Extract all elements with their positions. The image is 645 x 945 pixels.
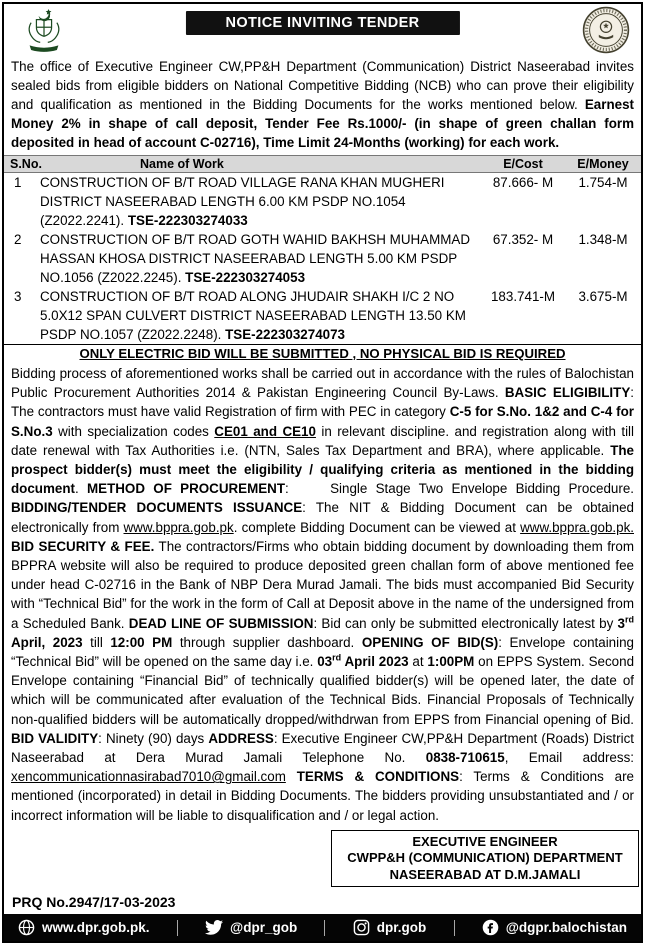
work-tse-number: TSE-222303274073: [225, 327, 345, 342]
footer-divider: [177, 920, 178, 936]
row-emoney: 1.348-M: [578, 232, 628, 247]
col-header-emoney: E/Money: [577, 157, 629, 171]
globe-icon: [18, 919, 35, 936]
col-header-name-of-work: Name of Work: [140, 157, 224, 171]
works-table-header: [4, 156, 641, 173]
signature-location: NASEERABAD AT D.M.JAMALI: [389, 866, 581, 882]
row-emoney: 1.754-M: [578, 175, 628, 190]
row-work-description: [40, 173, 481, 230]
footer-website: [18, 919, 150, 936]
row-ecost: 67.352- M: [492, 232, 554, 247]
prq-number: PRQ No.2947/17-03-2023: [12, 894, 176, 910]
work-tse-number: TSE-222303274033: [127, 213, 248, 228]
col-header-sno: S.No.: [10, 157, 42, 171]
table-row: [4, 230, 641, 287]
footer-facebook: [482, 919, 627, 936]
footer-twitter: [205, 920, 297, 935]
footer-twitter-label: @dpr_gob: [230, 920, 298, 935]
bottom-area: [4, 825, 641, 914]
work-text: CONSTRUCTION OF B/T ROAD VILLAGE RANA KHAN MUGHERI DISTRICT NASEERABAD LENGTH 6.00 KM PSDP NO.1054 (Z2022.2241).: [40, 175, 445, 228]
footer-website-label: www.dpr.gob.pk.: [42, 920, 150, 935]
row-emoney: 3.675-M: [578, 289, 628, 304]
row-work-description: [40, 287, 481, 344]
works-table: [4, 155, 641, 344]
signature-department: CWPP&H (COMMUNICATION) DEPARTMENT: [347, 850, 623, 866]
footer-facebook-label: @dgpr.balochistan: [505, 920, 627, 935]
electric-bid-notice: [4, 344, 641, 363]
signature-title: EXECUTIVE ENGINEER: [412, 833, 558, 849]
notice-title: NOTICE INVITING TENDER: [185, 11, 459, 35]
col-header-ecost: E/Cost: [503, 157, 543, 171]
work-tse-number: TSE-222303274053: [185, 270, 306, 285]
pakistan-emblem-icon: [20, 6, 68, 53]
table-row: [4, 287, 641, 344]
row-ecost: 87.666- M: [492, 175, 554, 190]
footer-instagram: [353, 919, 427, 936]
signature-block: [331, 830, 639, 888]
facebook-icon: [482, 919, 499, 936]
row-work-description: [40, 230, 481, 287]
instagram-icon: [353, 919, 370, 936]
table-row: [4, 173, 641, 230]
work-text: CONSTRUCTION OF B/T ROAD GOTH WAHID BAKHSH MUHAMMAD HASSAN KHOSA DISTRICT NASEERABAD LENGTH 5.00 KM PSDP NO.1056 (Z2022.2245).: [40, 232, 470, 285]
footer-instagram-label: dpr.gob: [376, 920, 427, 935]
tender-notice-document: [2, 2, 643, 943]
footer-divider: [324, 920, 325, 936]
footer-bar: [4, 914, 641, 941]
row-sno: 2: [14, 232, 22, 247]
intro-paragraph: The office of Executive Engineer CW,PP&H Department (Communication) District Naseerabad invites sealed bids from eligible bidders on National Competitive Bidding (NCB) who can prove their eligibility and qualification as mentioned in the Bidding Documents for the works mentioned below. Earnest Money 2% in shape of call deposit, Tender Fee Rs.1000/- (in shape of green challan form deposited in head of account C-02716), Time Limit 24-Months (working) for each work.: [11, 59, 634, 150]
electric-bid-notice-text: ONLY ELECTRIC BID WILL BE SUBMITTED , NO PHYSICAL BID IS REQUIRED: [79, 346, 566, 361]
row-ecost: 183.741-M: [490, 289, 556, 304]
document-header: [4, 4, 641, 54]
work-text: CONSTRUCTION OF B/T ROAD ALONG JHUDAIR SHAKH I/C 2 NO 5.0X12 SPAN CULVERT DISTRICT NASEERABAD LENGTH 13.50 KM PSDP NO.1057 (Z2022.2248).: [40, 289, 466, 342]
twitter-icon: [205, 920, 223, 935]
row-sno: 3: [14, 289, 22, 304]
footer-divider: [454, 920, 455, 936]
balochistan-seal-icon: [581, 6, 631, 54]
row-sno: 1: [14, 175, 22, 190]
terms-paragraph: Bidding process of aforementioned works shall be carried out in accordance with the rules of Balochistan Public Procurement Authorities 2014 & Pakistan Engineering Council By-Laws. BASIC ELIGIBILITY: The contractors must have valid Registration of firm with PEC in category C-5 for S.No. 1&2 and C-4 for S.No.3 with specialization codes CE01 and CE10 in relevant discipline. and registration along with till date renewal with Tax Authorities i.e. (NTN, Sales Tax Department and BRA), where applicable. The prospect bidder(s) must meet the eligibility / qualifying criteria as mentioned in the bidding document. METHOD OF PROCUREMENT: Single Stage Two Envelope Bidding Procedure. BIDDING/TENDER DOCUMENTS ISSUANCE: The NIT & Bidding Document can be obtained electronically from www.bppra.gob.pk. complete Bidding Document can be viewed at www.bppra.gob.pk. BID SECURITY & FEE. The contractors/Firms who obtain bidding document by downloading them from BPPRA website will also be required to produce deposited green challan form of above mentioned fee under head C-02716 in the Bank of NBP Dera Murad Jamali. The bids must accompanied Bid Security with “Technical Bid” for the work in the form of Call at Deposit above in the name of the undersigned from a Scheduled Bank. DEAD LINE OF SUBMISSION: Bid can only be submitted electronically latest by 3rd April, 2023 till 12:00 PM through supplier dashboard. OPENING OF BID(S): Envelope containing “Technical Bid” will be opened on the same day i.e. 03rd April 2023 at 1:00PM on EPPS System. Second Envelope containing “Financial Bid” of technically qualified bidder(s) will be opened later, the date of which will be communicated after evaluation of the Technical Bids. Financial Proposals of Technically non-qualified bidders will be automatically dropped/withdrwan from EPPS from Financial opening of Bid. BID VALIDITY: Ninety (90) days ADDRESS: Executive Engineer CW,PP&H Department (Roads) District Naseerabad at Dera Murad Jamali Telephone No. 0838-710615, Email address: xencommunicationnasirabad7010@gmail.com TERMS & CONDITIONS: Terms & Conditions are mentioned (incorporated) in detail in Bidding Documents. The bidders providing unsubstantiated and / or incorrect information will be liable to disqualification and / or legal action.: [11, 366, 635, 823]
